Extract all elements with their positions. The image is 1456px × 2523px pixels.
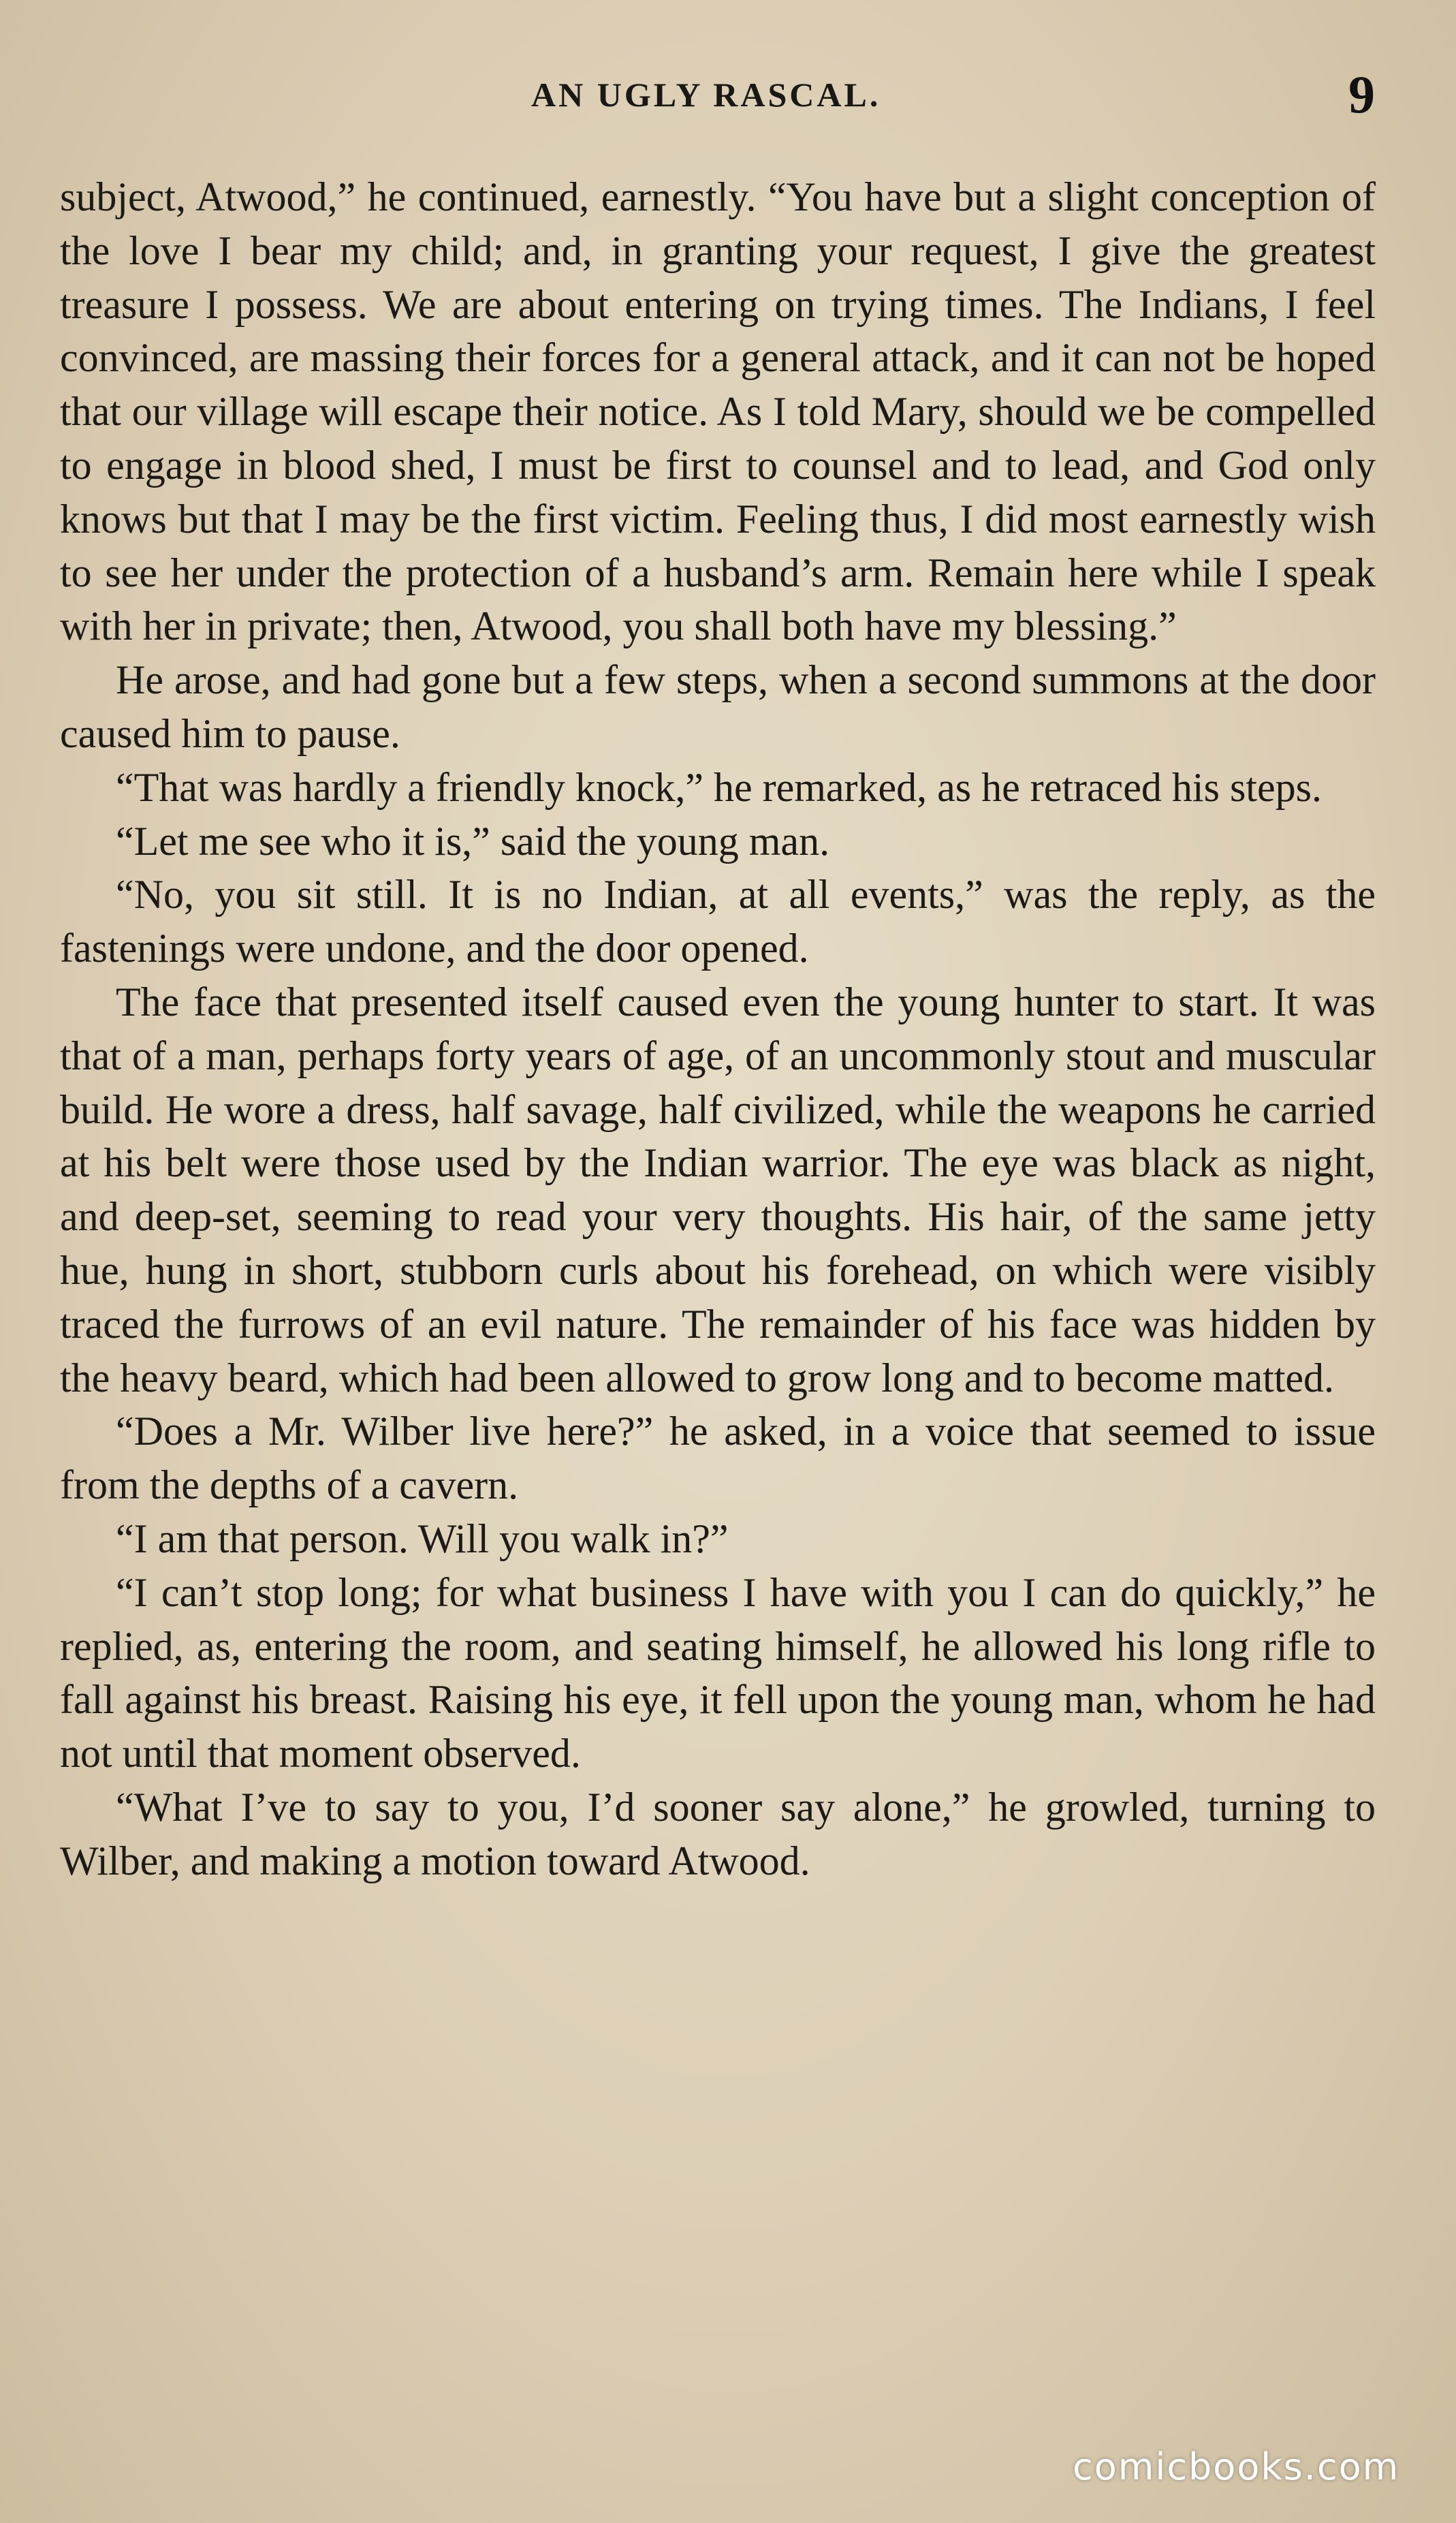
paragraph: “I can’t stop long; for what business I have with you I can do quickly,” he replied, as, entering the room, and seating himself, he allowed his long rifle to fall against his breast. Raising his eye, it fell upon the young man, whom he had not until that moment observed.: [60, 1569, 1376, 1776]
paragraph: “No, you sit still. It is no Indian, at all events,” was the reply, as the fastenings were undone, and the door opened.: [60, 872, 1376, 971]
site-watermark: comicbooks.com: [1073, 2445, 1400, 2488]
body-text: [60, 170, 1376, 1888]
chapter-title: AN UGLY RASCAL.: [531, 76, 881, 114]
page-number: 9: [1348, 65, 1375, 124]
paragraph: He arose, and had gone but a few steps, when a second summons at the door caused him to pause.: [60, 657, 1376, 756]
paragraph: “Let me see who it is,” said the young man.: [116, 818, 830, 864]
paragraph: The face that presented itself caused even the young hunter to start. It was that of a man, perhaps forty years of age, of an uncommonly stout and muscular build. He wore a dress, half savage, half civilized, while the weapons he carried at his belt were those used by the Indian warrior. The eye was black as night, and deep-set, seeming to read your very thoughts. His hair, of the same jetty hue, hung in short, stubborn curls about his forehead, on which were visibly traced the furrows of an evil nature. The remainder of his face was hidden by the heavy beard, which had been allowed to grow long and to become matted.: [60, 979, 1376, 1400]
paragraph: “What I’ve to say to you, I’d sooner say alone,” he growled, turning to Wilber, and making a motion toward Atwood.: [60, 1784, 1376, 1883]
paragraph: “I am that person. Will you walk in?”: [116, 1516, 729, 1561]
running-header: [0, 65, 1456, 129]
paragraph: subject, Atwood,” he continued, earnestly. “You have but a slight conception of the love I bear my child; and, in granting your request, I give the greatest treasure I possess. We are about entering on trying times. The Indians, I feel convinced, are massing their forces for a general attack, and it can not be hoped that our village will escape their notice. As I told Mary, should we be compelled to engage in blood shed, I must be first to counsel and to lead, and God only knows but that I may be the first victim. Feeling thus, I did most earnestly wish to see her under the protection of a husband’s arm. Remain here while I speak with her in private; then, Atwood, you shall both have my blessing.”: [60, 174, 1376, 649]
paragraph: “Does a Mr. Wilber live here?” he asked, in a voice that seemed to issue from the depths of a cavern.: [60, 1409, 1376, 1508]
paragraph: “That was hardly a friendly knock,” he remarked, as he retraced his steps.: [116, 764, 1322, 810]
